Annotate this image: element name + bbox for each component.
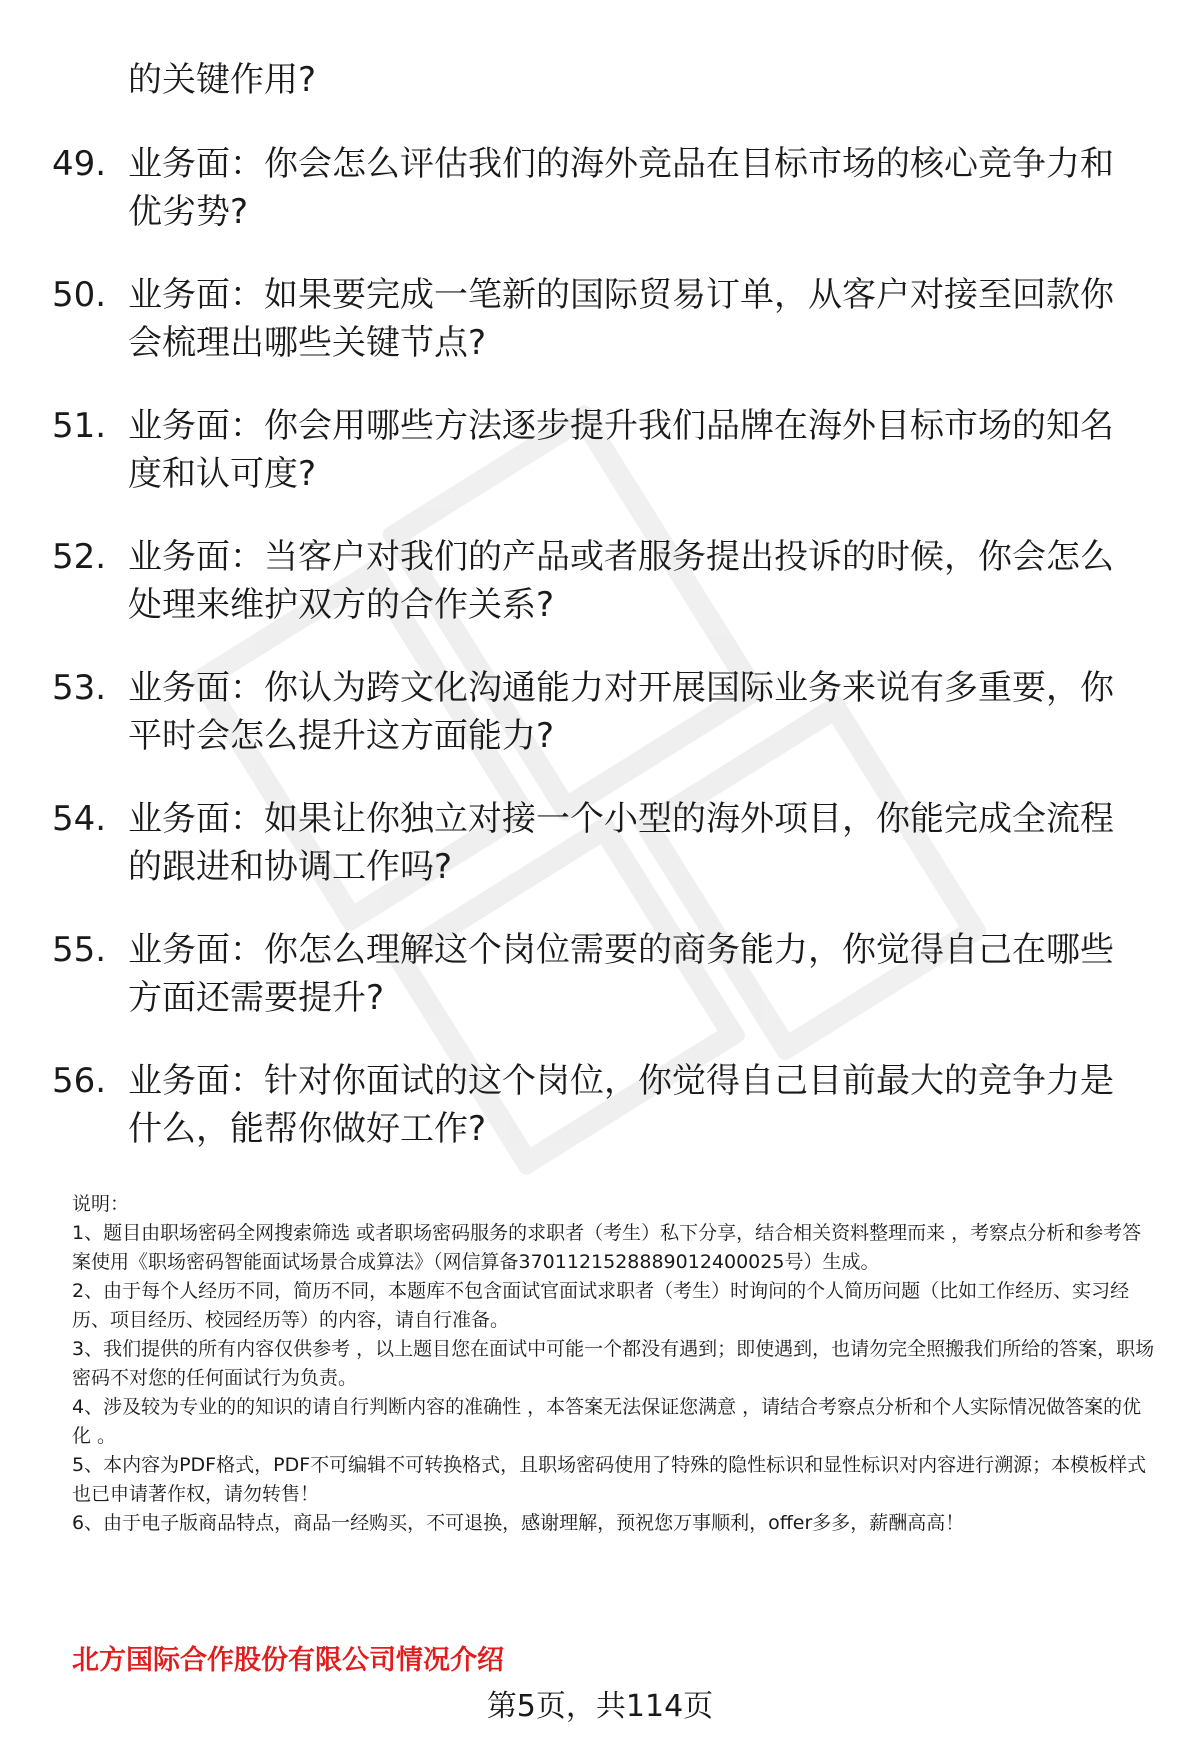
question-item bbox=[0, 795, 1200, 926]
question-text: 业务面：你会用哪些方法逐步提升我们品牌在海外目标市场的知名度和认可度? bbox=[128, 406, 1114, 494]
question-text: 业务面：如果让你独立对接一个小型的海外项目，你能完成全流程的跟进和协调工作吗? bbox=[128, 799, 1114, 887]
question-item bbox=[0, 664, 1200, 795]
notes-section bbox=[72, 1190, 1158, 1538]
question-text: 业务面：当客户对我们的产品或者服务提出投诉的时候，你会怎么处理来维护双方的合作关系? bbox=[128, 537, 1114, 625]
notes-heading: 说明： bbox=[72, 1193, 130, 1215]
question-item bbox=[0, 926, 1200, 1057]
question-item bbox=[0, 140, 1200, 271]
question-text: 业务面：你会怎么评估我们的海外竞品在目标市场的核心竞争力和优劣势? bbox=[128, 144, 1114, 232]
question-item bbox=[0, 1057, 1200, 1188]
note-item: 2、由于每个人经历不同，简历不同，本题库不包含面试官面试求职者（考生）时询问的个人简历问题（比如工作经历、实习经历、项目经历、校园经历等）的内容，请自行准备。 bbox=[72, 1280, 1130, 1331]
question-item bbox=[0, 402, 1200, 533]
question-text: 业务面：你怎么理解这个岗位需要的商务能力，你觉得自己在哪些方面还需要提升? bbox=[128, 930, 1114, 1018]
question-number: 56. bbox=[52, 1061, 107, 1101]
company-intro-title: 北方国际合作股份有限公司情况介绍 bbox=[72, 1645, 504, 1676]
question-number: 55. bbox=[52, 930, 107, 970]
question-number: 52. bbox=[52, 537, 107, 577]
question-item bbox=[0, 533, 1200, 664]
note-item: 3、我们提供的所有内容仅供参考 ，以上题目您在面试中可能一个都没有遇到；即使遇到，也请勿完全照搬我们所给的答案，职场密码不对您的任何面试行为负责。 bbox=[72, 1338, 1155, 1389]
question-text: 业务面：你认为跨文化沟通能力对开展国际业务来说有多重要，你平时会怎么提升这方面能力? bbox=[128, 668, 1114, 756]
question-list bbox=[0, 140, 1200, 1188]
page-number: 第5页，共114页 bbox=[486, 1689, 714, 1724]
question-number: 51. bbox=[52, 406, 107, 446]
question-item bbox=[0, 271, 1200, 402]
note-item: 6、由于电子版商品特点，商品一经购买，不可退换，感谢理解，预祝您万事顺利，offer多多，薪酬高高！ bbox=[72, 1512, 965, 1534]
question-number: 50. bbox=[52, 275, 107, 315]
question-continuation: 的关键作用? bbox=[128, 60, 317, 100]
question-number: 54. bbox=[52, 799, 107, 839]
question-number: 53. bbox=[52, 668, 107, 708]
note-item: 5、本内容为PDF格式，PDF不可编辑不可转换格式，且职场密码使用了特殊的隐性标识和显性标识对内容进行溯源；本模板样式也已申请著作权，请勿转售！ bbox=[72, 1454, 1147, 1505]
note-item: 4、涉及较为专业的的知识的请自行判断内容的准确性 ，本答案无法保证您满意 ，请结合考察点分析和个人实际情况做答案的优化 。 bbox=[72, 1396, 1142, 1447]
question-number: 49. bbox=[52, 144, 107, 184]
question-text: 业务面：针对你面试的这个岗位，你觉得自己目前最大的竞争力是什么，能帮你做好工作? bbox=[128, 1061, 1114, 1149]
note-item: 1、题目由职场密码全网搜索筛选 或者职场密码服务的求职者（考生）私下分享，结合相关资料整理而来 ，考察点分析和参考答案使用《职场密码智能面试场景合成算法》（网信算备3701121528889012400025号）生成。 bbox=[72, 1222, 1142, 1273]
question-text: 业务面：如果要完成一笔新的国际贸易订单，从客户对接至回款你会梳理出哪些关键节点? bbox=[128, 275, 1114, 363]
